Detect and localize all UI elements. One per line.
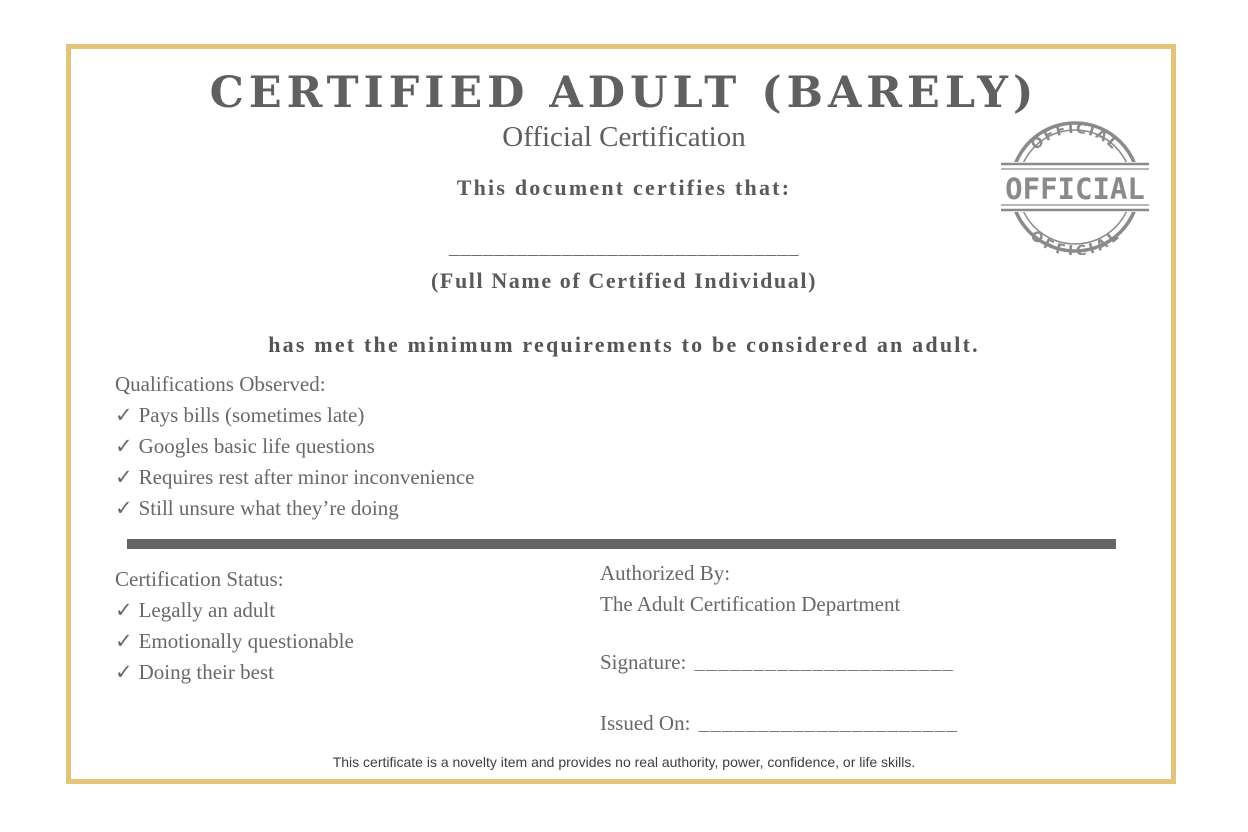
qualification-text: Still unsure what they’re doing <box>138 496 399 520</box>
stamp-top-text: OFFICIAL <box>1028 120 1123 154</box>
qualifications-heading: Qualifications Observed: <box>115 372 326 396</box>
status-section <box>115 564 354 688</box>
name-blank-line: _______________________________ <box>448 240 800 260</box>
certifies-line: This document certifies that: <box>456 175 792 200</box>
certificate-title: CERTIFIED ADULT (BARELY) <box>209 68 1039 118</box>
checkmark-icon: ✓ <box>115 629 133 653</box>
list-item <box>115 462 474 493</box>
certificate-subtitle: Official Certification <box>502 121 746 153</box>
qualification-text: Requires rest after minor inconvenience <box>138 465 475 489</box>
name-caption: (Full Name of Certified Individual) <box>431 268 817 293</box>
list-item <box>115 626 354 657</box>
qualifications-list <box>115 400 474 524</box>
list-item <box>115 431 474 462</box>
status-text: Emotionally questionable <box>138 629 354 653</box>
checkmark-icon: ✓ <box>115 403 133 427</box>
disclaimer-text: This certificate is a novelty item and provides no real authority, power, confidence, or life skills. <box>332 754 916 770</box>
signature-blank: ______________________ <box>694 655 954 675</box>
status-text: Legally an adult <box>138 598 276 622</box>
checkmark-icon: ✓ <box>115 496 133 520</box>
stamp-center-text: OFFICIAL <box>1005 172 1145 206</box>
checkmark-icon: ✓ <box>115 598 133 622</box>
checkmark-icon: ✓ <box>115 434 133 458</box>
official-stamp-icon <box>999 120 1151 255</box>
signature-row <box>600 650 954 675</box>
qualifications-section <box>115 369 474 524</box>
status-list <box>115 595 354 688</box>
issued-on-blank: ______________________ <box>698 716 959 736</box>
authority-name: The Adult Certification Department <box>600 592 901 616</box>
status-heading: Certification Status: <box>115 567 284 591</box>
list-item <box>115 493 474 524</box>
authorized-by-label: Authorized By: <box>600 561 731 585</box>
qualification-text: Pays bills (sometimes late) <box>138 403 365 427</box>
checkmark-icon: ✓ <box>115 465 133 489</box>
stamp-bottom-text: OFFICIAL <box>1026 227 1124 255</box>
signature-label: Signature: <box>600 650 687 674</box>
authorization-section <box>600 558 900 620</box>
checkmark-icon: ✓ <box>115 660 133 684</box>
section-divider <box>127 539 1116 549</box>
qualification-text: Googles basic life questions <box>138 434 375 458</box>
list-item <box>115 595 354 626</box>
list-item <box>115 400 474 431</box>
issued-on-label: Issued On: <box>600 711 691 735</box>
status-text: Doing their best <box>138 660 274 684</box>
list-item <box>115 657 354 688</box>
certification-statement: has met the minimum requirements to be considered an adult. <box>268 332 980 357</box>
issued-on-row <box>600 711 958 736</box>
